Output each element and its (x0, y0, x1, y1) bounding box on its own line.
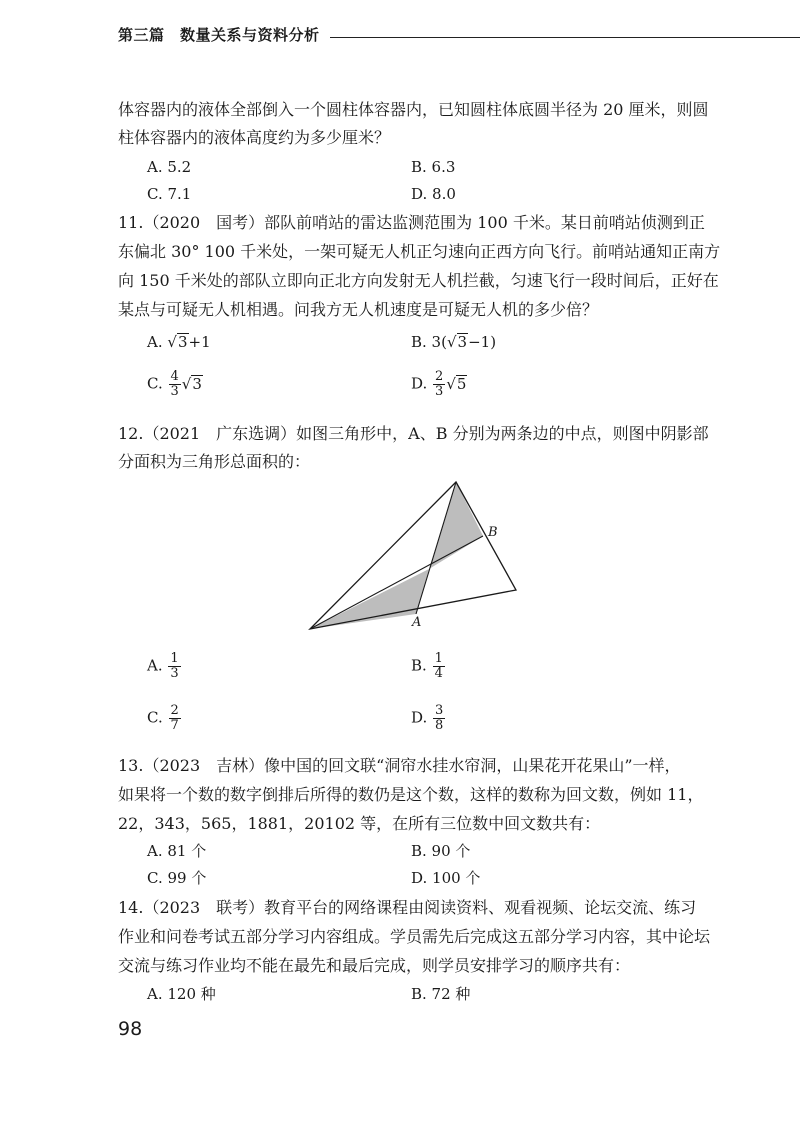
fraction (168, 652, 180, 681)
q13-option-d: D. 100 个 (411, 869, 481, 887)
q14-option-b: B. 72 种 (411, 985, 471, 1003)
q10-option-c: C. 7.1 (147, 185, 192, 203)
fraction (169, 370, 181, 399)
q14-text-line-1: 14.（2023 联考）教育平台的网络课程由阅读资料、观看视频、论坛交流、练习 (118, 898, 697, 917)
option-letter: D. (411, 708, 428, 727)
fraction (169, 704, 181, 733)
q13-option-a: A. 81 个 (147, 842, 207, 860)
sqrt-symbol: √3 (181, 374, 202, 393)
q11-option-b (411, 331, 496, 353)
q13-option-b: B. 90 个 (411, 842, 471, 860)
sqrt-symbol: √3 (167, 333, 188, 351)
shaded-region-top (429, 482, 483, 569)
page-number: 98 (118, 1018, 143, 1040)
radicand: 5 (456, 374, 467, 393)
radicand: 3 (177, 333, 188, 351)
q12-text-line-2: 分面积为三角形总面积的： (118, 452, 311, 471)
denominator: 4 (434, 666, 443, 681)
denominator: 3 (170, 384, 179, 399)
numerator: 3 (435, 703, 444, 718)
fraction (433, 704, 445, 733)
numerator: 2 (435, 369, 444, 384)
q12-option-d (411, 704, 446, 733)
q14-text-line-2: 作业和问卷考试五部分学习内容组成。学员需先后完成这五部分学习内容，其中论坛 (118, 927, 711, 946)
option-letter: B. 3( (411, 333, 447, 351)
denominator: 8 (435, 718, 444, 733)
q11-text-line-2: 东偏北 30° 100 千米处，一架可疑无人机正匀速向正西方向飞行。前哨站通知正南方 (118, 242, 721, 261)
q12-option-a (147, 652, 182, 681)
q10-option-a: A. 5.2 (147, 158, 192, 176)
fraction (433, 370, 445, 399)
q11-text-line-4: 某点与可疑无人机相遇。问我方无人机速度是可疑无人机的多少倍？ (118, 300, 599, 319)
numerator: 2 (170, 703, 179, 718)
q13-option-c: C. 99 个 (147, 869, 207, 887)
q11-option-c (147, 370, 203, 399)
point-label-b: B (488, 525, 498, 540)
sqrt-symbol: √3 (446, 333, 468, 351)
option-suffix: +1 (188, 333, 211, 351)
q10-text-line-1: 体容器内的液体全部倒入一个圆柱体容器内，已知圆柱体底圆半径为 20 厘米，则圆 (118, 100, 709, 119)
q14-option-a: A. 120 种 (147, 985, 216, 1003)
option-letter: A. (147, 333, 163, 351)
section-title: 第三篇 数量关系与资料分析 (118, 26, 320, 44)
q12-option-c (147, 704, 182, 733)
q11-text-line-3: 向 150 千米处的部队立即向正北方向发射无人机拦截，匀速飞行一段时间后，正好在 (118, 271, 719, 290)
point-label-a: A (412, 615, 422, 630)
denominator: 7 (170, 718, 179, 733)
numerator: 1 (434, 651, 443, 666)
q13-text-line-2: 如果将一个数的数字倒排后所得的数仍是这个数，这样的数称为回文数，例如 11， (118, 785, 704, 804)
option-letter: D. (411, 374, 428, 393)
header-rule (330, 37, 800, 38)
option-suffix: −1) (468, 333, 497, 351)
option-letter: C. (147, 374, 163, 393)
numerator: 1 (170, 651, 179, 666)
q10-text-line-2: 柱体容器内的液体高度约为多少厘米？ (118, 128, 391, 147)
q12-text-line-1: 12.（2021 广东选调）如图三角形中，A、B 分别为两条边的中点，则图中阴影部 (118, 424, 709, 443)
q12-option-b (411, 652, 446, 681)
radicand: 3 (192, 374, 202, 393)
q10-option-b: B. 6.3 (411, 158, 456, 176)
denominator: 3 (435, 384, 444, 399)
q11-option-d (411, 370, 467, 399)
page-header (118, 22, 718, 48)
triangle-figure (300, 474, 530, 634)
option-letter: A. (147, 656, 163, 675)
q11-text-line-1: 11.（2020 国考）部队前哨站的雷达监测范围为 100 千米。某日前哨站侦测到正 (118, 213, 705, 232)
option-letter: C. (147, 708, 163, 727)
denominator: 3 (170, 666, 179, 681)
q13-text-line-3: 22，343，565，1881，20102 等，在所有三位数中回文数共有： (118, 814, 601, 833)
option-letter: B. (411, 656, 427, 675)
q11-option-a (147, 331, 211, 353)
q10-option-d: D. 8.0 (411, 185, 456, 203)
fraction (433, 652, 445, 681)
numerator: 4 (170, 369, 179, 384)
q13-text-line-1: 13.（2023 吉林）像中国的回文联“洞帘水挂水帘洞，山果花开花果山”一样， (118, 756, 681, 775)
q14-text-line-3: 交流与练习作业均不能在最先和最后完成，则学员安排学习的顺序共有： (118, 956, 631, 975)
sqrt-symbol: √5 (446, 374, 467, 393)
radicand: 3 (457, 333, 468, 351)
